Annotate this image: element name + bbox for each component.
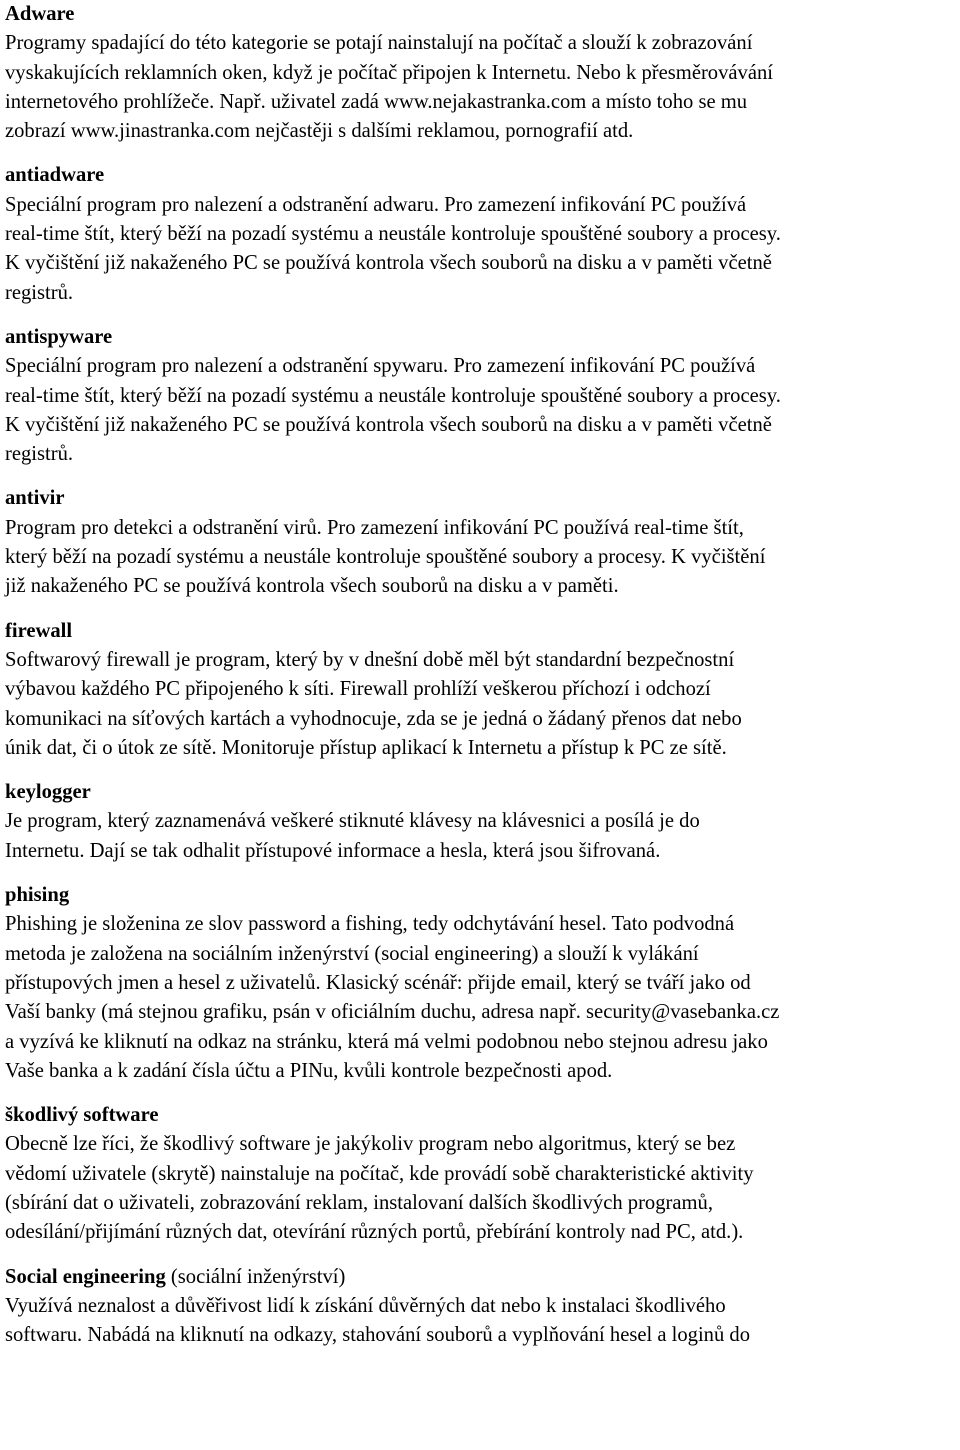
term-heading: škodlivý software <box>5 1104 159 1127</box>
term-heading: phising <box>5 884 70 907</box>
definition-line: Je program, který zaznamenává veškeré stiknuté klávesy na klávesnici a posílá je do <box>5 810 700 833</box>
definition-line: K vyčištění již nakaženého PC se používá kontrola všech souborů na disku a v paměti včetně <box>5 252 772 275</box>
definition-line: Programy spadající do této kategorie se potají nainstalují na počítač a slouží k zobrazování <box>5 32 753 55</box>
term-heading: Adware <box>5 3 75 25</box>
definition-line: který běží na pozadí systému a neustále kontroluje spouštěné soubory a procesy. K vyčištění <box>5 546 766 569</box>
glossary-entry-social-engineering <box>5 1263 960 1351</box>
definition-line: (sbírání dat o uživateli, zobrazování reklam, instalovaní dalších škodlivých programů, <box>5 1191 713 1214</box>
glossary-entry-phising <box>5 881 960 1086</box>
term-heading <box>5 1263 960 1292</box>
term-heading: antiadware <box>5 164 105 187</box>
definition-line: metoda je založena na sociálním inženýrství (social engineering) a slouží k vylákání <box>5 942 699 965</box>
glossary-entry-antiadware <box>5 161 960 307</box>
definition-line: a vyzívá ke kliknutí na odkaz na stránku, která má velmi podobnou nebo stejnou adresu jako <box>5 1030 768 1053</box>
definition-line: již nakaženého PC se používá kontrola všech souborů na disku a v paměti. <box>5 575 619 598</box>
definition-line: přístupových jmen a hesel z uživatelů. Klasický scénář: přijde email, který se tváří jako od <box>5 971 751 994</box>
definition-line: Vaše banka a k zadání čísla účtu a PINu, kvůli kontrole bezpečnosti apod. <box>5 1059 613 1082</box>
glossary-entry-antivir <box>5 484 960 601</box>
term-heading: firewall <box>5 619 73 642</box>
definition-line: odesílání/přijímání různých dat, otevírání různých portů, přebírání kontroly nad PC, atd.). <box>5 1221 744 1244</box>
definition-line: vědomí uživatele (skrytě) nainstaluje na počítač, kde provádí sobě charakteristické aktivity <box>5 1162 754 1185</box>
definition-line: real-time štít, který běží na pozadí systému a neustále kontroluje spouštěné soubory a procesy. <box>5 384 781 407</box>
definition-line: Speciální program pro nalezení a odstranění adwaru. Pro zamezení infikování PC používá <box>5 193 747 216</box>
definition-line: Speciální program pro nalezení a odstranění spywaru. Pro zamezení infikování PC používá <box>5 355 756 378</box>
glossary-entry-skodlivy-software <box>5 1101 960 1247</box>
definition-line: Softwarový firewall je program, který by v dnešní době měl být standardní bezpečnostní <box>5 648 735 671</box>
glossary-entry-firewall <box>5 617 960 763</box>
glossary-entry-keylogger <box>5 778 960 866</box>
term-heading: antispyware <box>5 325 113 348</box>
term-heading: keylogger <box>5 781 91 804</box>
term-note: (sociální inženýrství) <box>170 1265 346 1288</box>
definition-line: softwaru. Nabádá na kliknutí na odkazy, stahování souborů a vyplňování hesel a loginů do <box>5 1324 751 1347</box>
definition-line: Program pro detekci a odstranění virů. Pro zamezení infikování PC používá real-time štít, <box>5 516 744 539</box>
term-heading-text: Social engineering <box>5 1265 166 1288</box>
definition-line: K vyčištění již nakaženého PC se používá kontrola všech souborů na disku a v paměti včetně <box>5 413 772 436</box>
definition-line: zobrazí www.jinastranka.com nejčastěji s dalšími reklamou, pornografií atd. <box>5 120 634 143</box>
definition-line: výbavou každého PC připojeného k síti. Firewall prohlíží veškerou příchozí i odchozí <box>5 678 711 701</box>
definition-line: internetového prohlížeče. Např. uživatel zadá www.nejakastranka.com a místo toho se mu <box>5 90 748 113</box>
glossary-document <box>5 0 960 1365</box>
definition-line: komunikaci na síťových kartách a vyhodnocuje, zda se je jedná o žádaný přenos dat nebo <box>5 707 742 730</box>
definition-line: vyskakujících reklamních oken, když je počítač připojen k Internetu. Nebo k přesměrovávání <box>5 61 774 84</box>
definition-line: Obecně lze říci, že škodlivý software je jakýkoliv program nebo algoritmus, který se bez <box>5 1133 736 1156</box>
term-heading: antivir <box>5 487 65 510</box>
definition-line: únik dat, či o útok ze sítě. Monitoruje přístup aplikací k Internetu a přístup k PC ze sítě. <box>5 736 727 759</box>
definition-line: real-time štít, který běží na pozadí systému a neustále kontroluje spouštěné soubory a procesy. <box>5 223 781 246</box>
definition-line: Phishing je složenina ze slov password a fishing, tedy odchytávání hesel. Tato podvodná <box>5 913 735 936</box>
glossary-entry-antispyware <box>5 323 960 469</box>
definition-line: Internetu. Dají se tak odhalit přístupové informace a hesla, která jsou šifrovaná. <box>5 839 661 862</box>
definition-line: registrů. <box>5 281 74 304</box>
definition-line: Využívá neznalost a důvěřivost lidí k získání důvěrných dat nebo k instalaci škodlivého <box>5 1294 726 1317</box>
definition-line: registrů. <box>5 443 74 466</box>
definition-line: Vaší banky (má stejnou grafiku, psán v oficiálním duchu, adresa např. security@vasebanka.cz <box>5 1001 780 1024</box>
glossary-entry-adware <box>5 0 960 146</box>
